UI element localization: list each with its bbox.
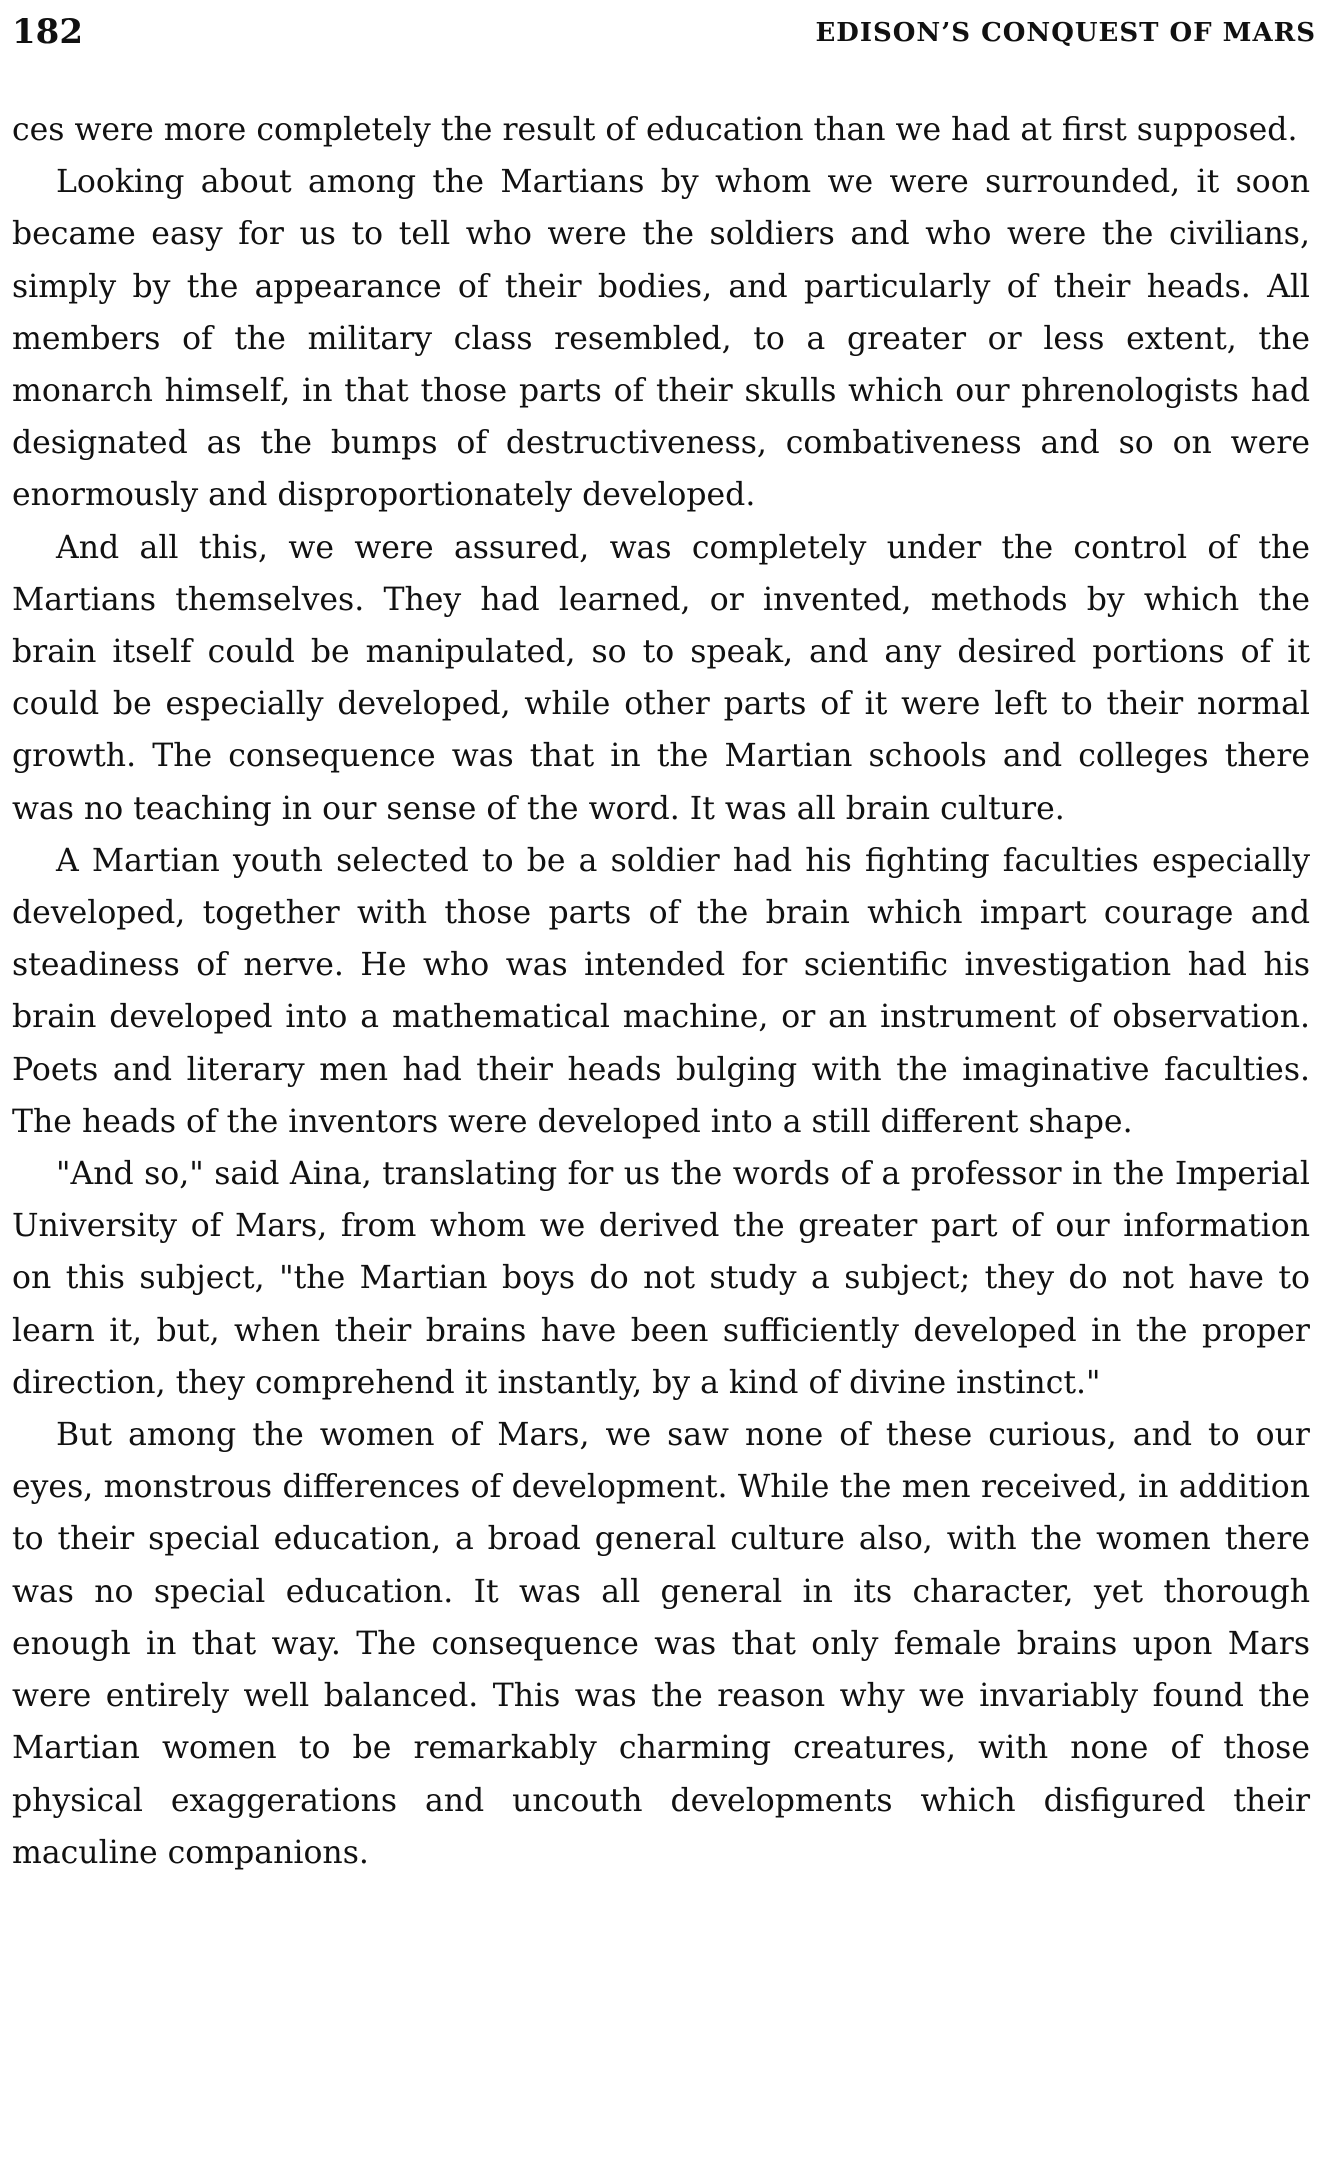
paragraph: "And so," said Aina, translating for us the words of a professor in the Imperial University of Mars, from whom we derived the greater part of our information on this subject, "the Martian boys do not study a subject; they do not have to learn it, but, when their brains have been sufficiently developed in the proper direction, they comprehend it instantly, by a kind of divine instinct." [12, 1156, 1310, 1401]
running-head: EDISON’S CONQUEST OF MARS [815, 18, 1316, 48]
paragraph: A Martian youth selected to be a soldier had his fighting faculties especially developed, together with those parts of the brain which impart courage and steadiness of nerve. He who was intended for scientific investigation had his brain developed into a mathematical machine, or an instrument of observation. Poets and literary men had their heads bulging with the imaginative faculties. The heads of the inventors were developed into a still different shape. [12, 842, 1310, 1140]
body-text [12, 104, 1310, 1879]
page-number: 182 [12, 12, 83, 52]
paragraph: But among the women of Mars, we saw none of these curious, and to our eyes, monstrous differences of development. While the men received, in addition to their special education, a broad general culture also, with the women there was no special education. It was all general in its character, yet thorough enough in that way. The consequence was that only female brains upon Mars were entirely well balanced. This was the reason why we invariably found the Martian women to be remarkably charming creatures, with none of those physical exaggerations and uncouth developments which disfigured their maculine companions. [12, 1417, 1310, 1871]
page-header [6, 6, 1316, 66]
paragraph: Looking about among the Martians by whom we were surrounded, it soon became easy for us to tell who were the soldiers and who were the civilians, simply by the appearance of their bodies, and particularly of their heads. All members of the military class resembled, to a greater or less extent, the monarch himself, in that those parts of their skulls which our phrenologists had designated as the bumps of destructiveness, combativeness and so on were enormously and disproportionately developed. [12, 164, 1310, 514]
paragraph-continued: ces were more completely the result of education than we had at first supposed. [12, 112, 1298, 148]
paragraph: And all this, we were assured, was completely under the control of the Martians themselves. They had learned, or invented, methods by which the brain itself could be manipulated, so to speak, and any desired portions of it could be especially developed, while other parts of it were left to their normal growth. The consequence was that in the Martian schools and colleges there was no teaching in our sense of the word. It was all brain culture. [12, 529, 1310, 827]
